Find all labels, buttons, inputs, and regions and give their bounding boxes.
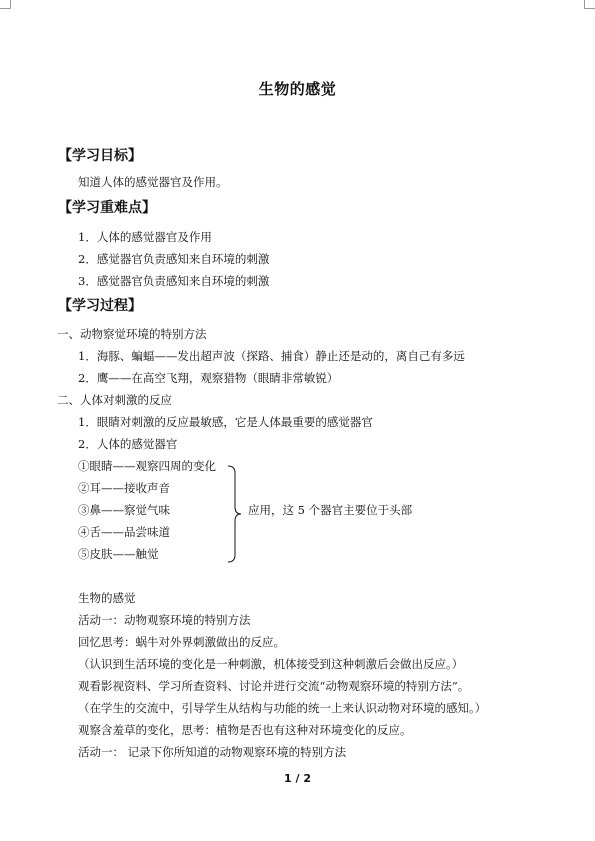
part1-item-2: 2．鹰——在高空飞翔，观察猎物（眼睛非常敏锐） <box>78 371 339 385</box>
section-heading-key: 【学习重难点】 <box>58 200 156 216</box>
part1-heading: 一、动物察觉环境的特别方法 <box>57 327 207 341</box>
crop-mark-left <box>0 0 11 9</box>
organ-item-4: ④舌——品尝味道 <box>78 525 170 539</box>
lesson-line-5: 观看影视资料、学习所查资料、讨论并进行交流“动物观察环境的特别方法”。 <box>78 679 470 693</box>
organ-item-5: ⑤皮肤——触觉 <box>78 547 159 561</box>
section-heading-goal: 【学习目标】 <box>58 148 142 164</box>
page-title: 生物的感觉 <box>258 80 337 98</box>
crop-mark-right <box>584 0 595 9</box>
organ-item-2: ②耳——接收声音 <box>78 481 170 495</box>
lesson-line-3: 回忆思考：蜗牛对外界刺激做出的反应。 <box>78 635 285 649</box>
key-item-1: 1．人体的感觉器官及作用 <box>78 230 212 244</box>
part2-item-1: 1．眼睛对刺激的反应最敏感，它是人体最重要的感觉器官 <box>78 415 373 429</box>
organ-item-3: ③鼻——察觉气味 <box>78 503 170 517</box>
lesson-line-8: 活动一： 记录下你所知道的动物观察环境的特别方法 <box>78 745 347 759</box>
part1-item-1: 1．海豚、蝙蝠——发出超声波（探路、捕食）静止还是动的，离自己有多远 <box>78 349 465 363</box>
section-heading-process: 【学习过程】 <box>58 298 142 314</box>
lesson-line-4: （认识到生活环境的变化是一种刺激，机体接受到这种刺激后会做出反应。） <box>78 657 464 671</box>
lesson-line-1: 生物的感觉 <box>78 591 136 605</box>
part2-item-2: 2．人体的感觉器官 <box>78 437 178 451</box>
brace-note: 应用，这 5 个器官主要位于头部 <box>248 503 413 517</box>
part2-heading: 二、人体对刺激的反应 <box>57 393 172 407</box>
curly-brace <box>226 465 242 563</box>
lesson-line-6: （在学生的交流中，引导学生从结构与功能的统一上来认识动物对环境的感知。） <box>78 701 487 715</box>
lesson-line-2: 活动一：动物观察环境的特别方法 <box>78 613 251 627</box>
key-item-3: 3．感觉器官负责感知来自环境的刺激 <box>78 274 270 288</box>
page-number: 1 / 2 <box>284 772 311 785</box>
organ-item-1: ①眼睛——观察四周的变化 <box>78 459 216 473</box>
goal-text: 知道人体的感觉器官及作用。 <box>78 175 228 189</box>
lesson-line-7: 观察含羞草的变化，思考：植物是否也有这种对环境变化的反应。 <box>78 723 412 737</box>
key-item-2: 2．感觉器官负责感知来自环境的刺激 <box>78 252 270 266</box>
